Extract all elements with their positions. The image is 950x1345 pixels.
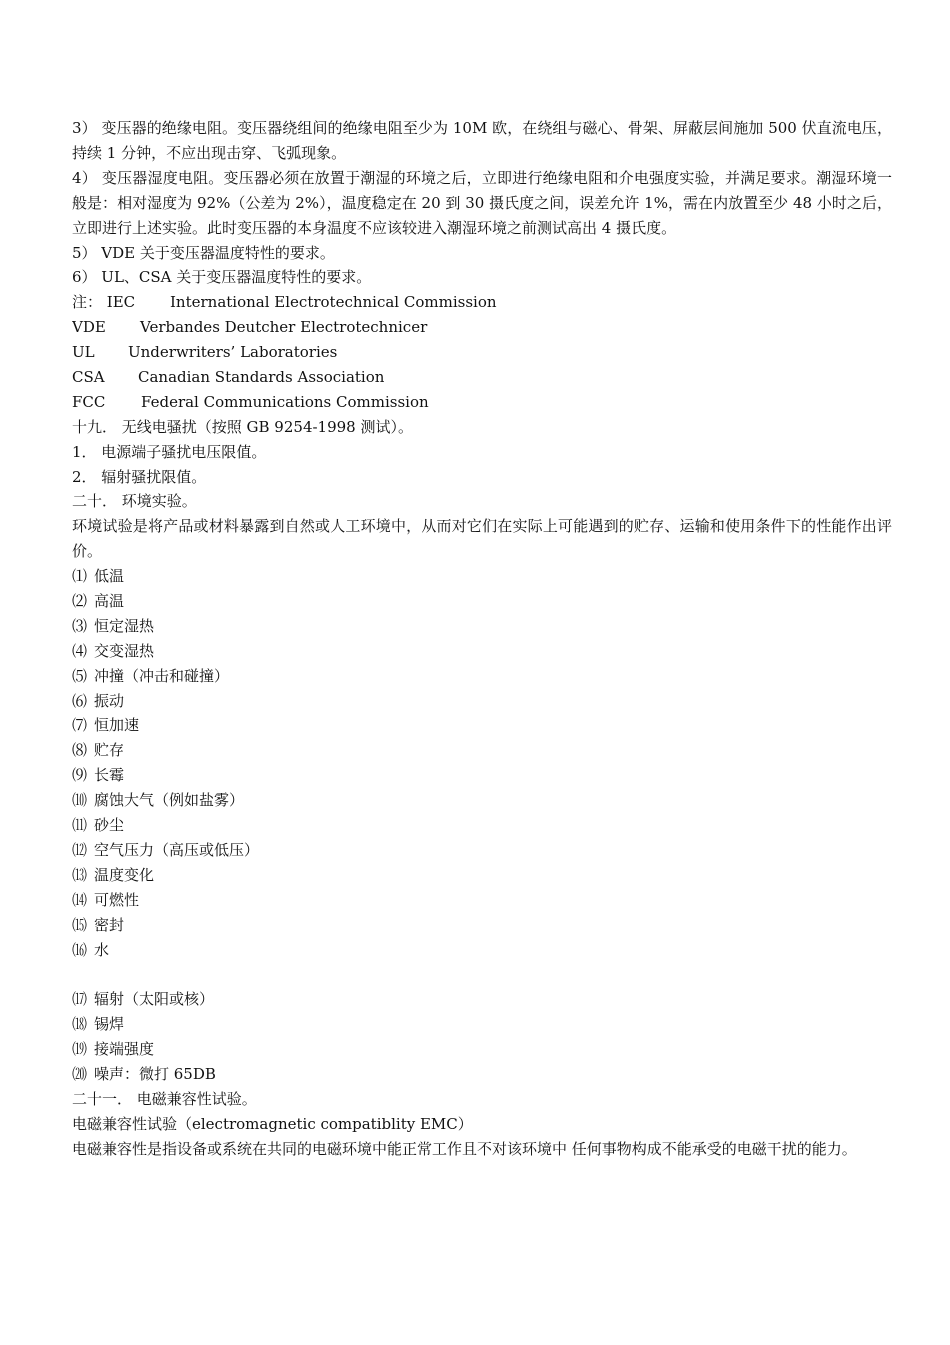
abbreviation-row-ul [72,340,892,365]
paragraph-insulation-resistance: 3） 变压器的绝缘电阻。变压器绕组间的绝缘电阻至少为 10M 欧，在绕组与磁心、骨架、屏蔽层间施加 500 伏直流电压，持续 1 分钟，不应出现击穿、飞弧现象。 [72,119,892,162]
abbreviation-code: UL [72,343,95,362]
abbreviation-row-iec [72,290,892,315]
abbreviation-row-vde [72,315,892,340]
item-text: 恒定湿热 [94,616,155,635]
abbreviation-code: 注： IEC [72,293,136,312]
item-number: ⒄ [72,990,88,1009]
item-text: 腐蚀大气（例如盐雾） [94,791,245,810]
paragraph-humidity-resistance: 4） 变压器湿度电阻。变压器必须在放置于潮湿的环境之后，立即进行绝缘电阻和介电强度实验，并满足要求。潮湿环境一般是：相对湿度为 92%（公差为 2%），温度稳定在 20 到 30 摄氏度之间，误差允许 1%，需在内放置至少 48 小时之后，立即进行上述实验。此时变压器的本身温度不应该较进入潮湿环境之前测试高出 4 摄氏度。 [72,168,892,237]
environment-test-item [72,1037,892,1062]
paragraph-ul-csa-requirement: 6） UL、CSA 关于变压器温度特性的要求。 [72,268,372,287]
item-text: 密封 [94,915,125,934]
item-text: 贮存 [94,741,125,760]
abbreviation-row-csa [72,365,892,390]
item-text: 高温 [94,592,125,611]
section-21-subheading: 电磁兼容性试验（electromagnetic compatiblity EMC） [72,1114,473,1133]
abbreviation-code: VDE [72,318,106,337]
item-number: ⑵ [72,592,88,611]
item-text: 砂尘 [94,816,125,835]
environment-test-item [72,788,892,813]
section-20-heading: 二十． 环境实验。 [72,492,197,511]
environment-test-list [72,564,892,962]
item-number: ⒁ [72,890,88,909]
environment-test-item [72,987,892,1012]
document-page [72,116,892,1162]
abbreviation-code: CSA [72,367,105,386]
environment-test-item [72,689,892,714]
item-text: 恒加速 [94,716,140,735]
item-text: 长霉 [94,766,125,785]
environment-test-item [72,888,892,913]
section-21-heading: 二十一． 电磁兼容性试验。 [72,1089,257,1108]
environment-test-item [72,664,892,689]
abbreviation-name: Canadian Standards Association [138,367,385,386]
environment-test-item [72,564,892,589]
abbreviation-code: FCC [72,392,106,411]
paragraph-vde-requirement: 5） VDE 关于变压器温度特性的要求。 [72,243,335,262]
abbreviation-name: International Electrotechnical Commission [170,293,497,312]
item-number: ⑽ [72,791,88,810]
item-number: ⑻ [72,741,88,760]
item-number: ⒃ [72,940,88,959]
environment-test-item [72,863,892,888]
item-number: ⑷ [72,641,88,660]
abbreviation-name: Underwriters’ Laboratories [128,343,338,362]
environment-test-item [72,639,892,664]
environment-test-item [72,589,892,614]
environment-test-item [72,913,892,938]
item-number: ⒅ [72,1015,88,1034]
item-number: ⑿ [72,840,88,859]
item-number: ⒂ [72,915,88,934]
environment-test-item [72,813,892,838]
item-text: 低温 [94,567,125,586]
item-number: ⒆ [72,1040,88,1059]
abbreviation-row-fcc [72,390,892,415]
item-text: 噪声：微打 65DB [94,1064,216,1083]
item-text: 冲撞（冲击和碰撞） [94,666,230,685]
item-text: 接端强度 [94,1040,155,1059]
environment-test-item [72,1012,892,1037]
environment-test-item [72,763,892,788]
item-number: ⒇ [72,1064,88,1083]
item-number: ⑴ [72,567,88,586]
section-21-text: 电磁兼容性是指设备或系统在共同的电磁环境中能正常工作且不对该环境中 任何事物构成不能承受的电磁干扰的能力。 [72,1139,857,1158]
item-text: 水 [94,940,110,959]
environment-test-item [72,1062,892,1087]
section-19-item: 2． 辐射骚扰限值。 [72,467,207,486]
environment-test-item [72,713,892,738]
environment-test-list-continued [72,987,892,1087]
item-text: 锡焊 [94,1015,125,1034]
item-number: ⑺ [72,716,88,735]
environment-test-item [72,938,892,963]
item-number: ⑾ [72,816,88,835]
abbreviation-name: Verbandes Deutcher Electrotechnicer [140,318,428,337]
section-20-intro: 环境试验是将产品或材料暴露到自然或人工环境中，从而对它们在实际上可能遇到的贮存、运输和使用条件下的性能作出评价。 [72,517,892,561]
item-number: ⑼ [72,766,88,785]
environment-test-item [72,738,892,763]
item-text: 温度变化 [94,865,155,884]
blank-line [72,962,892,987]
abbreviation-name: Federal Communications Commission [141,392,429,411]
item-text: 振动 [94,691,125,710]
item-number: ⑶ [72,616,88,635]
item-text: 辐射（太阳或核） [94,990,215,1009]
item-number: ⑹ [72,691,88,710]
item-number: ⑸ [72,666,88,685]
environment-test-item [72,614,892,639]
item-text: 交变湿热 [94,641,155,660]
environment-test-item [72,838,892,863]
section-19-item: 1． 电源端子骚扰电压限值。 [72,442,267,461]
item-text: 可燃性 [94,890,140,909]
item-number: ⒀ [72,865,88,884]
item-text: 空气压力（高压或低压） [94,840,260,859]
section-19-heading: 十九． 无线电骚扰（按照 GB 9254-1998 测试）。 [72,417,413,436]
